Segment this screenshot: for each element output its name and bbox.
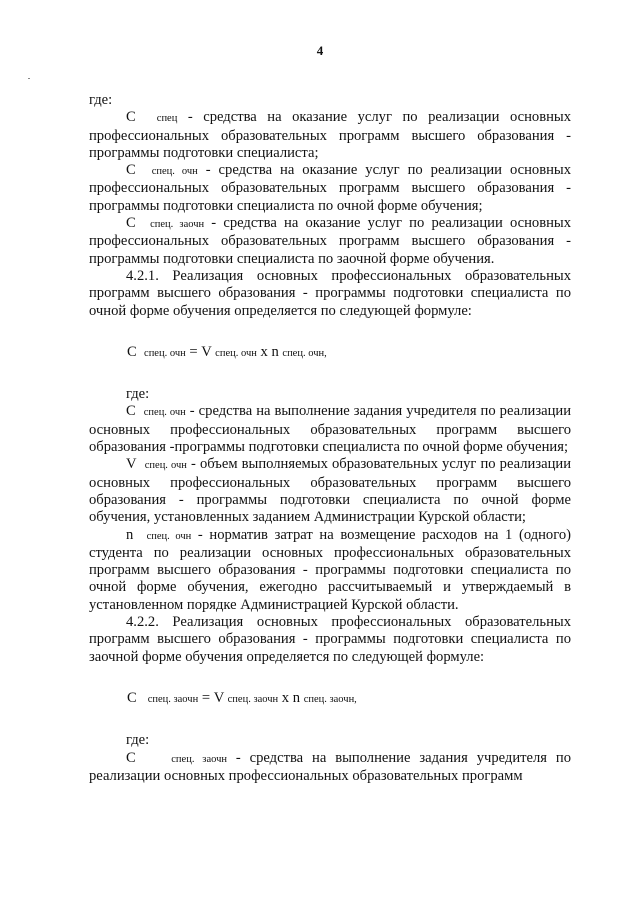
spacer [89, 320, 571, 344]
definition-c-full-time [89, 403, 571, 456]
subscript: спец. очн [146, 530, 192, 542]
definition-text: - средства на оказание услуг по реализации основных профессиональных образовательных программ высшего образования - программы подготовки специалиста; [89, 109, 571, 161]
formula-c: С [127, 689, 137, 706]
symbol: С [126, 749, 136, 766]
definition-text: - средства на оказание услуг по реализации основных профессиональных образовательных программ высшего образования - программы подготовки специалиста по заочной форме обучения. [89, 215, 572, 267]
formula-v-subscript: спец. заочн [227, 693, 279, 705]
formula-times: x n [278, 689, 304, 706]
formula-v-subscript: спец. очн [215, 347, 257, 359]
margin-mark [28, 78, 30, 79]
formula-equals: = V [185, 343, 216, 360]
formula-c-subscript: спец. заочн [147, 693, 199, 705]
symbol: С [126, 162, 136, 179]
definition-c-spec-full-time [89, 162, 571, 215]
document-body [89, 92, 571, 785]
definition-text: - средства на оказание услуг по реализации основных профессиональных образовательных программ высшего образования - программы подготовки специалиста по очной форме обучения; [89, 162, 572, 214]
definition-text: - средства на выполнение задания учредителя по реализации основных профессиональных образовательных программ [89, 749, 571, 784]
definition-c-part-time [89, 750, 571, 786]
page-number: 4 [316, 43, 324, 58]
symbol: n [126, 526, 134, 543]
formula-part-time [89, 690, 571, 708]
formula-times: x n [256, 343, 283, 360]
formula-equals: = V [198, 689, 228, 706]
definition-c-spec [89, 109, 571, 162]
symbol: С [126, 215, 136, 232]
subscript: спец. заочн [150, 219, 205, 231]
formula-n-subscript: спец. очн, [282, 347, 327, 359]
subscript: спец [156, 113, 178, 125]
definition-text: - объем выполняемых образовательных услуг по реализации основных профессиональных образовательных программ высшего образования - программы подготовки специалиста по очной форме обучения, установленных заданием Администрации Курской области; [89, 456, 572, 526]
where-label: где: [89, 92, 113, 108]
spacer [89, 362, 571, 386]
clause-4-2-2: 4.2.2. Реализация основных профессиональных образовательных программ высшего образования - программы подготовки специалиста по заочной форме обучения определяется по следующей формуле: [89, 614, 571, 665]
symbol: V [126, 456, 137, 473]
definition-text: - норматив затрат на возмещение расходов на 1 (одного) студента по реализации основных профессиональных образовательных программ высшего образования - программы подготовки специалиста по очной форме обучения, ежегодно рассчитываемый и утверждаемый в установленном порядке Администрацией Курской области. [89, 526, 572, 613]
where-label: где: [126, 732, 150, 749]
subscript: спец. заочн [171, 753, 227, 765]
subscript: спец. очн [151, 166, 198, 178]
formula-c-subscript: спец. очн [144, 347, 186, 359]
clause-4-2-1: 4.2.1. Реализация основных профессиональных образовательных программ высшего образования - программы подготовки специалиста по очной форме обучения определяется по следующей формуле: [89, 267, 571, 319]
formula-full-time [89, 344, 571, 362]
definition-n-full-time [89, 527, 571, 614]
definition-text: - средства на выполнение задания учредителя по реализации основных профессиональных образовательных программ высшего образования -программы подготовки специалиста по очной форме обучения; [89, 403, 571, 456]
symbol: С [126, 403, 136, 420]
definition-c-spec-part-time [89, 215, 571, 268]
symbol: С [126, 109, 136, 126]
formula-c: С [127, 343, 137, 360]
formula-n-subscript: спец. заочн, [303, 693, 357, 705]
where-label: где: [126, 386, 150, 403]
subscript: спец. очн [144, 460, 187, 472]
definition-v-full-time [89, 456, 571, 526]
spacer [89, 666, 571, 690]
spacer [89, 708, 571, 732]
subscript: спец. очн [143, 407, 186, 419]
